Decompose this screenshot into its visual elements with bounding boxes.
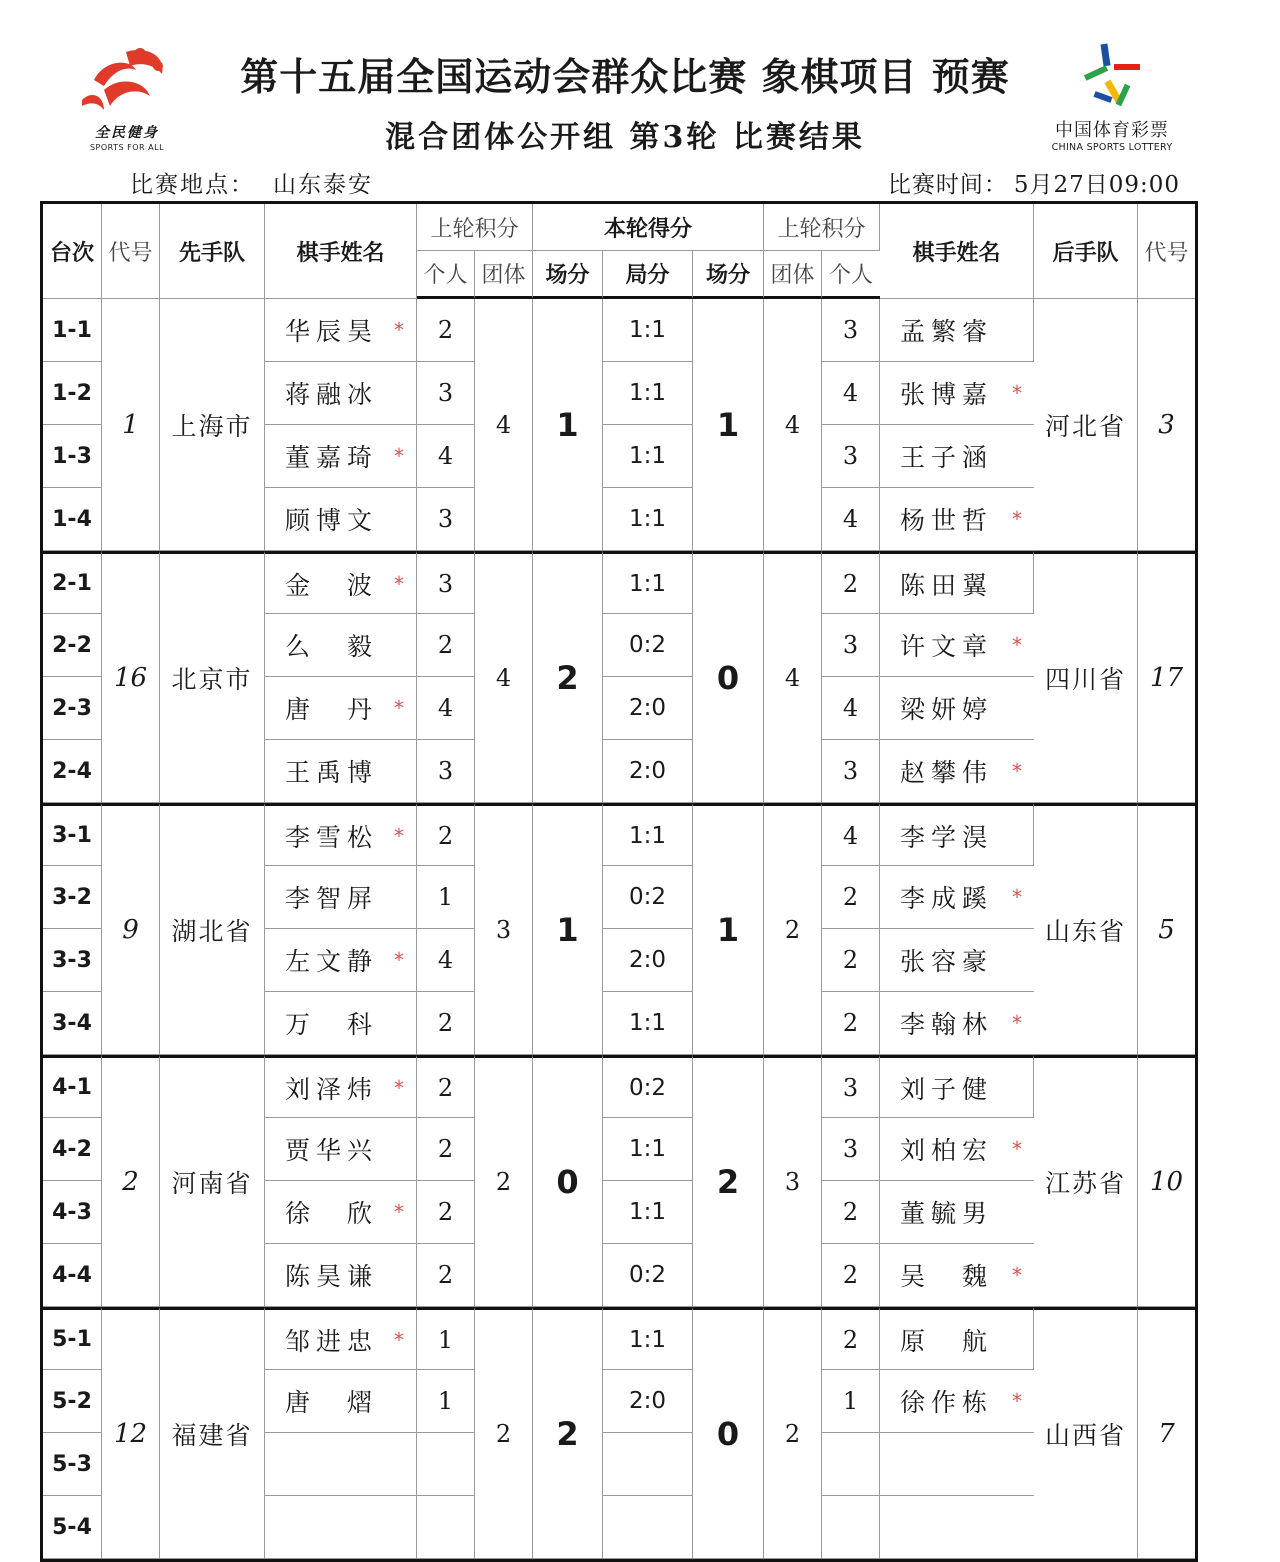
individual-points-a: 2 <box>417 1244 475 1307</box>
match-score-a: 2 <box>533 551 603 803</box>
match-score-b: 1 <box>693 803 764 1055</box>
player-name-b <box>880 677 1034 740</box>
player-name-b <box>880 1496 1034 1559</box>
player-name-text: 华辰昊 <box>285 317 379 346</box>
player-name-a <box>265 866 417 929</box>
individual-points-a: 2 <box>417 1118 475 1181</box>
individual-points-a: 1 <box>417 1307 475 1370</box>
individual-points-a: 3 <box>417 362 475 425</box>
player-name-text: 邹进忠 <box>285 1326 379 1356</box>
col-match-a: 场分 <box>533 251 603 299</box>
first-move-star-icon: * <box>394 1327 404 1352</box>
board-number: 1-2 <box>43 362 102 425</box>
team-points-b: 4 <box>764 299 822 551</box>
first-move-star-icon: * <box>1012 1389 1022 1413</box>
col-ind-a: 个人 <box>417 251 475 299</box>
individual-points-b: 2 <box>822 929 880 992</box>
individual-points-b <box>822 1433 880 1496</box>
first-team-name: 福建省 <box>160 1307 265 1559</box>
table-body <box>43 299 1195 1559</box>
col-second-team: 后手队 <box>1034 204 1138 299</box>
game-score: 0:2 <box>603 1244 693 1307</box>
table-row <box>43 299 1195 362</box>
venue-info <box>130 166 373 199</box>
game-score: 1:1 <box>603 362 693 425</box>
board-number: 5-3 <box>43 1433 102 1496</box>
time-info <box>888 166 1180 199</box>
player-name-a <box>265 929 417 992</box>
individual-points-a: 4 <box>417 677 475 740</box>
team-points-b: 4 <box>764 551 822 803</box>
player-name-a <box>265 677 417 740</box>
board-number: 1-4 <box>43 488 102 551</box>
individual-points-b: 2 <box>822 866 880 929</box>
team-points-a: 2 <box>475 1055 533 1307</box>
team-code-a: 9 <box>102 803 160 1055</box>
logo-right-cn: 中国体育彩票 <box>1055 120 1169 141</box>
player-name-a <box>265 614 417 677</box>
player-name-a <box>265 551 417 614</box>
individual-points-b: 2 <box>822 1181 880 1244</box>
player-name-a <box>265 362 417 425</box>
player-name-b <box>880 1307 1034 1370</box>
team-code-a: 2 <box>102 1055 160 1307</box>
team-code-a: 16 <box>102 551 160 803</box>
player-name-text: 刘泽炜 <box>285 1074 379 1104</box>
player-name-text: 董毓男 <box>900 1199 994 1228</box>
player-name-b <box>880 803 1034 866</box>
player-name-text: 杨世哲 <box>900 506 994 535</box>
game-score: 1:1 <box>603 488 693 551</box>
match-score-a: 2 <box>533 1307 603 1559</box>
player-name-text: 赵攀伟 <box>900 758 994 787</box>
table-row <box>43 551 1195 614</box>
lottery-star-icon <box>1050 40 1174 112</box>
player-name-b <box>880 929 1034 992</box>
individual-points-a: 2 <box>417 992 475 1055</box>
board-number: 4-4 <box>43 1244 102 1307</box>
first-move-star-icon: * <box>1012 1011 1022 1035</box>
team-code-a: 1 <box>102 299 160 551</box>
board-number: 3-3 <box>43 929 102 992</box>
table-header <box>43 204 1195 299</box>
match-score-a: 1 <box>533 299 603 551</box>
individual-points-b: 4 <box>822 677 880 740</box>
player-name-a <box>265 1118 417 1181</box>
match-score-a: 1 <box>533 803 603 1055</box>
game-score: 0:2 <box>603 614 693 677</box>
player-name-text: 金 波 <box>285 570 379 600</box>
player-name-text: 左文静 <box>285 947 379 976</box>
team-points-b: 2 <box>764 803 822 1055</box>
player-name-text: 唐 熠 <box>285 1388 379 1417</box>
individual-points-a <box>417 1433 475 1496</box>
player-name-b <box>880 1433 1034 1496</box>
individual-points-b: 3 <box>822 425 880 488</box>
second-team-name: 山东省 <box>1034 803 1138 1055</box>
game-score <box>603 1433 693 1496</box>
board-number: 2-4 <box>43 740 102 803</box>
first-team-name: 河南省 <box>160 1055 265 1307</box>
player-name-b <box>880 488 1034 551</box>
game-score: 1:1 <box>603 1118 693 1181</box>
first-move-star-icon: * <box>394 948 404 972</box>
team-code-b: 7 <box>1138 1307 1195 1559</box>
col-code-b: 代号 <box>1138 204 1195 299</box>
first-move-star-icon: * <box>1012 759 1022 783</box>
player-name-b <box>880 1244 1034 1307</box>
player-name-b <box>880 740 1034 803</box>
col-team-a: 团体 <box>475 251 533 299</box>
col-match-b: 场分 <box>693 251 764 299</box>
game-score: 1:1 <box>603 299 693 362</box>
first-move-star-icon: * <box>394 696 404 720</box>
player-name-b <box>880 1370 1034 1433</box>
col-prev-points-b: 上轮积分 <box>764 204 880 251</box>
team-points-a: 2 <box>475 1307 533 1559</box>
team-code-b: 3 <box>1138 299 1195 551</box>
player-name-text: 李智屏 <box>285 884 379 913</box>
game-score: 1:1 <box>603 425 693 488</box>
player-name-b <box>880 425 1034 488</box>
player-name-text: 梁妍婷 <box>900 695 994 724</box>
match-score-b: 0 <box>693 1307 764 1559</box>
first-move-star-icon: * <box>1012 1263 1022 1287</box>
first-move-star-icon: * <box>394 1200 404 1224</box>
individual-points-a: 4 <box>417 425 475 488</box>
individual-points-a: 3 <box>417 488 475 551</box>
page-title: 第十五届全国运动会群众比赛 象棋项目 预赛 <box>240 54 1010 99</box>
match-score-b: 2 <box>693 1055 764 1307</box>
player-name-a <box>265 1307 417 1370</box>
game-score: 2:0 <box>603 740 693 803</box>
table-row <box>43 1055 1195 1118</box>
player-name-text: 顾博文 <box>285 506 379 535</box>
board-number: 3-1 <box>43 803 102 866</box>
team-code-a: 12 <box>102 1307 160 1559</box>
logo-left-en: SPORTS FOR ALL <box>89 143 165 152</box>
second-team-name: 河北省 <box>1034 299 1138 551</box>
player-name-a <box>265 425 417 488</box>
individual-points-b: 3 <box>822 614 880 677</box>
second-team-name: 山西省 <box>1034 1307 1138 1559</box>
individual-points-a: 2 <box>417 299 475 362</box>
venue-label: 比赛地点： <box>130 172 255 198</box>
player-name-text: 王子涵 <box>900 443 994 472</box>
player-name-b <box>880 614 1034 677</box>
first-move-star-icon: * <box>1012 381 1022 405</box>
player-name-b <box>880 866 1034 929</box>
player-name-text: 陈田翼 <box>900 570 994 600</box>
player-name-text: 张博嘉 <box>900 380 994 409</box>
col-round-score: 本轮得分 <box>533 204 764 251</box>
individual-points-b: 3 <box>822 1055 880 1118</box>
individual-points-a: 2 <box>417 803 475 866</box>
individual-points-a: 1 <box>417 866 475 929</box>
game-score: 2:0 <box>603 929 693 992</box>
individual-points-b: 2 <box>822 992 880 1055</box>
col-team-b: 团体 <box>764 251 822 299</box>
first-move-star-icon: * <box>394 444 404 468</box>
individual-points-a: 4 <box>417 929 475 992</box>
col-board: 台次 <box>43 204 102 299</box>
time-label: 比赛时间： <box>887 172 1008 198</box>
board-number: 2-1 <box>43 551 102 614</box>
col-player-b: 棋手姓名 <box>880 204 1034 299</box>
player-name-a <box>265 299 417 362</box>
player-name-b <box>880 992 1034 1055</box>
board-number: 3-2 <box>43 866 102 929</box>
individual-points-b: 4 <box>822 803 880 866</box>
col-game: 局分 <box>603 251 693 299</box>
time-value: 5月27日09:00 <box>1013 172 1180 198</box>
col-code-a: 代号 <box>102 204 160 299</box>
board-number: 1-3 <box>43 425 102 488</box>
individual-points-a: 1 <box>417 1370 475 1433</box>
player-name-a <box>265 1244 417 1307</box>
match-score-b: 0 <box>693 551 764 803</box>
first-move-star-icon: * <box>1012 885 1022 909</box>
player-name-a <box>265 1181 417 1244</box>
player-name-a <box>265 1370 417 1433</box>
col-player-a: 棋手姓名 <box>265 204 417 299</box>
team-points-a: 3 <box>475 803 533 1055</box>
individual-points-a: 2 <box>417 1181 475 1244</box>
team-points-b: 2 <box>764 1307 822 1559</box>
first-move-star-icon: * <box>1012 1137 1022 1161</box>
player-name-text: 刘子健 <box>900 1074 994 1104</box>
page-subtitle: 混合团体公开组 第3轮 比赛结果 <box>385 120 865 155</box>
game-score: 2:0 <box>603 1370 693 1433</box>
first-move-star-icon: * <box>394 318 404 342</box>
venue-value: 山东泰安 <box>273 172 373 198</box>
individual-points-b: 3 <box>822 740 880 803</box>
first-move-star-icon: * <box>1012 633 1022 657</box>
player-name-a <box>265 803 417 866</box>
board-number: 4-2 <box>43 1118 102 1181</box>
player-name-text: 李学淏 <box>900 822 994 852</box>
game-score: 1:1 <box>603 803 693 866</box>
individual-points-b: 2 <box>822 1244 880 1307</box>
player-name-a <box>265 1496 417 1559</box>
player-name-b <box>880 1181 1034 1244</box>
player-name-text: 董嘉琦 <box>285 443 379 472</box>
individual-points-b: 3 <box>822 1118 880 1181</box>
individual-points-b: 3 <box>822 299 880 362</box>
table-row <box>43 1307 1195 1370</box>
player-name-text: 王禹博 <box>285 758 379 787</box>
first-team-name: 湖北省 <box>160 803 265 1055</box>
board-number: 4-3 <box>43 1181 102 1244</box>
team-code-b: 5 <box>1138 803 1195 1055</box>
col-ind-b: 个人 <box>822 251 880 299</box>
individual-points-a: 3 <box>417 740 475 803</box>
team-code-b: 10 <box>1138 1055 1195 1307</box>
results-table-frame <box>40 201 1198 1562</box>
board-number: 2-2 <box>43 614 102 677</box>
first-team-name: 上海市 <box>160 299 265 551</box>
individual-points-b: 4 <box>822 488 880 551</box>
player-name-text: 李成蹊 <box>900 884 994 913</box>
player-name-text: 唐 丹 <box>285 695 379 724</box>
game-score: 2:0 <box>603 677 693 740</box>
table-row <box>43 803 1195 866</box>
second-team-name: 四川省 <box>1034 551 1138 803</box>
china-sports-lottery-logo <box>1050 40 1180 160</box>
player-name-a <box>265 1055 417 1118</box>
team-points-a: 4 <box>475 551 533 803</box>
player-name-b <box>880 362 1034 425</box>
runner-icon <box>74 40 180 120</box>
board-number: 5-2 <box>43 1370 102 1433</box>
player-name-text: 万 科 <box>285 1010 379 1039</box>
team-code-b: 17 <box>1138 551 1195 803</box>
player-name-text: 李翰林 <box>900 1010 994 1039</box>
player-name-a <box>265 992 417 1055</box>
results-table <box>43 204 1195 1559</box>
individual-points-a: 2 <box>417 1055 475 1118</box>
first-move-star-icon: * <box>1012 507 1022 531</box>
board-number: 5-4 <box>43 1496 102 1559</box>
match-score-a: 0 <box>533 1055 603 1307</box>
player-name-b <box>880 551 1034 614</box>
team-points-a: 4 <box>475 299 533 551</box>
player-name-text: 吴 魏 <box>900 1262 994 1291</box>
player-name-b <box>880 1118 1034 1181</box>
player-name-text: 许文章 <box>900 632 994 661</box>
board-number: 1-1 <box>43 299 102 362</box>
game-score: 1:1 <box>603 1181 693 1244</box>
first-move-star-icon: * <box>394 1075 404 1100</box>
individual-points-b: 1 <box>822 1370 880 1433</box>
sports-for-all-logo <box>74 40 180 150</box>
player-name-a <box>265 1433 417 1496</box>
logo-right-en: CHINA SPORTS LOTTERY <box>1051 142 1173 153</box>
player-name-text: 蒋融冰 <box>285 380 379 409</box>
player-name-text: 原 航 <box>900 1326 994 1356</box>
second-team-name: 江苏省 <box>1034 1055 1138 1307</box>
first-team-name: 北京市 <box>160 551 265 803</box>
first-move-star-icon: * <box>394 823 404 848</box>
player-name-text: 李雪松 <box>285 822 379 852</box>
individual-points-a: 3 <box>417 551 475 614</box>
player-name-text: 孟繁睿 <box>900 317 994 346</box>
game-score: 1:1 <box>603 551 693 614</box>
game-score <box>603 1496 693 1559</box>
individual-points-a: 2 <box>417 614 475 677</box>
individual-points-a <box>417 1496 475 1559</box>
board-number: 5-1 <box>43 1307 102 1370</box>
game-score: 1:1 <box>603 1307 693 1370</box>
individual-points-b: 4 <box>822 362 880 425</box>
player-name-text: 陈昊谦 <box>285 1262 379 1291</box>
player-name-text: 徐 欣 <box>285 1199 379 1228</box>
individual-points-b: 2 <box>822 551 880 614</box>
player-name-a <box>265 488 417 551</box>
game-score: 0:2 <box>603 1055 693 1118</box>
board-number: 4-1 <box>43 1055 102 1118</box>
player-name-b <box>880 299 1034 362</box>
player-name-text: 贾华兴 <box>285 1136 379 1165</box>
player-name-text: 徐作栋 <box>900 1388 994 1417</box>
game-score: 1:1 <box>603 992 693 1055</box>
player-name-b <box>880 1055 1034 1118</box>
match-score-b: 1 <box>693 299 764 551</box>
col-first-team: 先手队 <box>160 204 265 299</box>
player-name-text: 刘柏宏 <box>900 1136 994 1165</box>
board-number: 3-4 <box>43 992 102 1055</box>
col-prev-points-a: 上轮积分 <box>417 204 533 251</box>
first-move-star-icon: * <box>394 571 404 596</box>
player-name-text: 么 毅 <box>285 632 379 661</box>
game-score: 0:2 <box>603 866 693 929</box>
player-name-a <box>265 740 417 803</box>
team-points-b: 3 <box>764 1055 822 1307</box>
player-name-text: 张容豪 <box>900 947 994 976</box>
logo-left-cn: 全民健身 <box>95 125 159 141</box>
individual-points-b: 2 <box>822 1307 880 1370</box>
board-number: 2-3 <box>43 677 102 740</box>
individual-points-b <box>822 1496 880 1559</box>
